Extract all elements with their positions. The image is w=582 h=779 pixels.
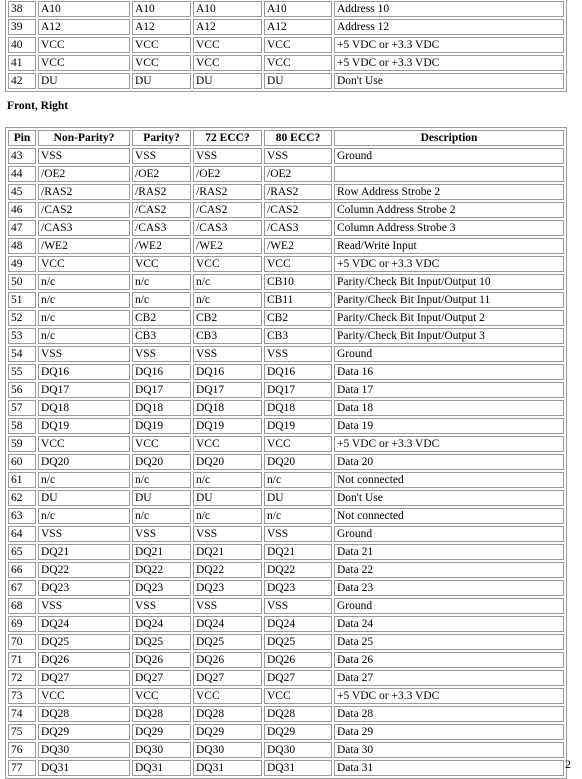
cell-80-ecc: DQ31 bbox=[264, 760, 332, 776]
cell-72-ecc: A12 bbox=[193, 19, 262, 35]
cell-parity: n/c bbox=[132, 508, 191, 524]
cell-72-ecc: /CAS3 bbox=[193, 220, 262, 236]
cell-pin: 64 bbox=[8, 526, 36, 542]
cell-non-parity: DQ20 bbox=[38, 454, 130, 470]
table-row bbox=[8, 490, 564, 506]
cell-description: Parity/Check Bit Input/Output 11 bbox=[334, 292, 564, 308]
cell-pin: 65 bbox=[8, 544, 36, 560]
cell-description: Data 19 bbox=[334, 418, 564, 434]
cell-72-ecc: A10 bbox=[193, 1, 262, 17]
cell-description: Not connected bbox=[334, 508, 564, 524]
cell-non-parity: DQ18 bbox=[38, 400, 130, 416]
cell-80-ecc: DQ25 bbox=[264, 634, 332, 650]
cell-non-parity: DQ25 bbox=[38, 634, 130, 650]
cell-description: Data 27 bbox=[334, 670, 564, 686]
cell-non-parity: A10 bbox=[38, 1, 130, 17]
table-row bbox=[8, 55, 564, 71]
cell-72-ecc: VCC bbox=[193, 256, 262, 272]
pin-table-front-right bbox=[5, 127, 567, 779]
cell-72-ecc: VCC bbox=[193, 55, 262, 71]
cell-pin: 38 bbox=[8, 1, 36, 17]
cell-72-ecc: n/c bbox=[193, 292, 262, 308]
cell-description: Data 26 bbox=[334, 652, 564, 668]
cell-non-parity: DQ17 bbox=[38, 382, 130, 398]
cell-pin: 63 bbox=[8, 508, 36, 524]
pin-table-front-right-body bbox=[8, 148, 564, 776]
pin-table-continued-body bbox=[8, 1, 564, 89]
cell-parity: VCC bbox=[132, 688, 191, 704]
cell-72-ecc: CB3 bbox=[193, 328, 262, 344]
cell-80-ecc: CB11 bbox=[264, 292, 332, 308]
cell-non-parity: VCC bbox=[38, 55, 130, 71]
cell-pin: 43 bbox=[8, 148, 36, 164]
cell-description: +5 VDC or +3.3 VDC bbox=[334, 256, 564, 272]
cell-parity: DQ24 bbox=[132, 616, 191, 632]
cell-80-ecc: /CAS2 bbox=[264, 202, 332, 218]
table-row bbox=[8, 634, 564, 650]
cell-72-ecc: DQ26 bbox=[193, 652, 262, 668]
cell-80-ecc: DQ18 bbox=[264, 400, 332, 416]
table-row bbox=[8, 73, 564, 89]
cell-80-ecc: A12 bbox=[264, 19, 332, 35]
cell-72-ecc: DU bbox=[193, 73, 262, 89]
table-row bbox=[8, 544, 564, 560]
cell-parity: n/c bbox=[132, 274, 191, 290]
cell-pin: 67 bbox=[8, 580, 36, 596]
cell-pin: 77 bbox=[8, 760, 36, 776]
cell-non-parity: DQ16 bbox=[38, 364, 130, 380]
cell-80-ecc: VCC bbox=[264, 55, 332, 71]
cell-80-ecc: VSS bbox=[264, 598, 332, 614]
cell-parity: DQ28 bbox=[132, 706, 191, 722]
cell-description: Don't Use bbox=[334, 73, 564, 89]
cell-description: +5 VDC or +3.3 VDC bbox=[334, 688, 564, 704]
cell-description: Data 22 bbox=[334, 562, 564, 578]
cell-72-ecc: VCC bbox=[193, 436, 262, 452]
cell-pin: 48 bbox=[8, 238, 36, 254]
cell-parity: DQ23 bbox=[132, 580, 191, 596]
table-row bbox=[8, 19, 564, 35]
cell-72-ecc: /OE2 bbox=[193, 166, 262, 182]
cell-80-ecc: DQ21 bbox=[264, 544, 332, 560]
cell-72-ecc: VSS bbox=[193, 598, 262, 614]
cell-description: Ground bbox=[334, 148, 564, 164]
cell-non-parity: /OE2 bbox=[38, 166, 130, 182]
cell-parity: DQ25 bbox=[132, 634, 191, 650]
cell-pin: 40 bbox=[8, 37, 36, 53]
cell-parity: VSS bbox=[132, 526, 191, 542]
header-description: Description bbox=[334, 130, 564, 146]
cell-72-ecc: /RAS2 bbox=[193, 184, 262, 200]
cell-pin: 46 bbox=[8, 202, 36, 218]
cell-description: Data 20 bbox=[334, 454, 564, 470]
cell-parity: DQ19 bbox=[132, 418, 191, 434]
cell-parity: VCC bbox=[132, 436, 191, 452]
cell-description: Data 30 bbox=[334, 742, 564, 758]
cell-pin: 51 bbox=[8, 292, 36, 308]
cell-parity: DQ26 bbox=[132, 652, 191, 668]
cell-80-ecc: DQ24 bbox=[264, 616, 332, 632]
cell-pin: 41 bbox=[8, 55, 36, 71]
header-72-ecc: 72 ECC? bbox=[193, 130, 262, 146]
cell-parity: DU bbox=[132, 490, 191, 506]
cell-description: Address 12 bbox=[334, 19, 564, 35]
cell-72-ecc: DQ22 bbox=[193, 562, 262, 578]
cell-parity: DQ22 bbox=[132, 562, 191, 578]
cell-80-ecc: A10 bbox=[264, 1, 332, 17]
cell-pin: 71 bbox=[8, 652, 36, 668]
cell-72-ecc: /CAS2 bbox=[193, 202, 262, 218]
cell-72-ecc: VSS bbox=[193, 346, 262, 362]
cell-description: Read/Write Input bbox=[334, 238, 564, 254]
table-row bbox=[8, 310, 564, 326]
cell-parity: VSS bbox=[132, 598, 191, 614]
cell-pin: 60 bbox=[8, 454, 36, 470]
header-non-parity: Non-Parity? bbox=[38, 130, 130, 146]
cell-80-ecc: VCC bbox=[264, 688, 332, 704]
cell-72-ecc: VCC bbox=[193, 688, 262, 704]
table-row bbox=[8, 760, 564, 776]
cell-non-parity: n/c bbox=[38, 472, 130, 488]
cell-pin: 73 bbox=[8, 688, 36, 704]
cell-description: +5 VDC or +3.3 VDC bbox=[334, 55, 564, 71]
cell-non-parity: DQ30 bbox=[38, 742, 130, 758]
cell-pin: 56 bbox=[8, 382, 36, 398]
cell-80-ecc: /OE2 bbox=[264, 166, 332, 182]
cell-parity: VCC bbox=[132, 256, 191, 272]
cell-description: Data 16 bbox=[334, 364, 564, 380]
cell-non-parity: VCC bbox=[38, 436, 130, 452]
cell-80-ecc: VSS bbox=[264, 346, 332, 362]
cell-non-parity: DQ26 bbox=[38, 652, 130, 668]
cell-72-ecc: VSS bbox=[193, 526, 262, 542]
cell-description: Ground bbox=[334, 526, 564, 542]
cell-non-parity: VCC bbox=[38, 688, 130, 704]
cell-80-ecc: DQ20 bbox=[264, 454, 332, 470]
cell-description: Ground bbox=[334, 598, 564, 614]
cell-parity: DQ16 bbox=[132, 364, 191, 380]
cell-non-parity: VSS bbox=[38, 526, 130, 542]
table-row bbox=[8, 292, 564, 308]
cell-80-ecc: CB2 bbox=[264, 310, 332, 326]
cell-description: Data 31 bbox=[334, 760, 564, 776]
cell-pin: 52 bbox=[8, 310, 36, 326]
table-row bbox=[8, 580, 564, 596]
cell-non-parity: DU bbox=[38, 73, 130, 89]
cell-description: Data 29 bbox=[334, 724, 564, 740]
cell-72-ecc: DQ16 bbox=[193, 364, 262, 380]
cell-non-parity: n/c bbox=[38, 328, 130, 344]
cell-parity: DQ21 bbox=[132, 544, 191, 560]
cell-parity: DQ27 bbox=[132, 670, 191, 686]
table-row bbox=[8, 598, 564, 614]
header-pin: Pin bbox=[8, 130, 36, 146]
table-row bbox=[8, 400, 564, 416]
table-row bbox=[8, 706, 564, 722]
cell-pin: 42 bbox=[8, 73, 36, 89]
cell-description: Address 10 bbox=[334, 1, 564, 17]
table-row bbox=[8, 202, 564, 218]
cell-pin: 62 bbox=[8, 490, 36, 506]
cell-parity: /OE2 bbox=[132, 166, 191, 182]
cell-80-ecc: VCC bbox=[264, 256, 332, 272]
table-row bbox=[8, 742, 564, 758]
cell-pin: 58 bbox=[8, 418, 36, 434]
table-row bbox=[8, 670, 564, 686]
cell-pin: 44 bbox=[8, 166, 36, 182]
cell-80-ecc: DQ26 bbox=[264, 652, 332, 668]
cell-pin: 45 bbox=[8, 184, 36, 200]
cell-non-parity: VSS bbox=[38, 148, 130, 164]
cell-80-ecc: /WE2 bbox=[264, 238, 332, 254]
table-row bbox=[8, 454, 564, 470]
page-number: 2 bbox=[565, 757, 571, 771]
cell-non-parity: VCC bbox=[38, 37, 130, 53]
cell-parity: A10 bbox=[132, 1, 191, 17]
cell-72-ecc: DQ27 bbox=[193, 670, 262, 686]
cell-80-ecc: VSS bbox=[264, 148, 332, 164]
cell-72-ecc: VCC bbox=[193, 37, 262, 53]
cell-non-parity: n/c bbox=[38, 274, 130, 290]
pin-table-continued bbox=[5, 0, 567, 92]
cell-parity: /CAS2 bbox=[132, 202, 191, 218]
cell-pin: 55 bbox=[8, 364, 36, 380]
cell-pin: 72 bbox=[8, 670, 36, 686]
cell-80-ecc: VCC bbox=[264, 436, 332, 452]
cell-72-ecc: DQ25 bbox=[193, 634, 262, 650]
table-row bbox=[8, 1, 564, 17]
cell-parity: VCC bbox=[132, 37, 191, 53]
cell-80-ecc: VSS bbox=[264, 526, 332, 542]
cell-description: Column Address Strobe 2 bbox=[334, 202, 564, 218]
table-row bbox=[8, 364, 564, 380]
cell-parity: DQ17 bbox=[132, 382, 191, 398]
table-row bbox=[8, 382, 564, 398]
cell-non-parity: VSS bbox=[38, 346, 130, 362]
cell-80-ecc: /CAS3 bbox=[264, 220, 332, 236]
cell-non-parity: /RAS2 bbox=[38, 184, 130, 200]
cell-72-ecc: DU bbox=[193, 490, 262, 506]
cell-pin: 53 bbox=[8, 328, 36, 344]
cell-non-parity: DQ29 bbox=[38, 724, 130, 740]
cell-description: Not connected bbox=[334, 472, 564, 488]
cell-parity: A12 bbox=[132, 19, 191, 35]
cell-non-parity: DQ28 bbox=[38, 706, 130, 722]
cell-description: Data 24 bbox=[334, 616, 564, 632]
cell-non-parity: DQ27 bbox=[38, 670, 130, 686]
cell-non-parity: DU bbox=[38, 490, 130, 506]
cell-parity: /CAS3 bbox=[132, 220, 191, 236]
cell-description: Parity/Check Bit Input/Output 2 bbox=[334, 310, 564, 326]
cell-pin: 54 bbox=[8, 346, 36, 362]
cell-72-ecc: DQ21 bbox=[193, 544, 262, 560]
cell-pin: 70 bbox=[8, 634, 36, 650]
cell-description: Parity/Check Bit Input/Output 3 bbox=[334, 328, 564, 344]
cell-pin: 47 bbox=[8, 220, 36, 236]
cell-description: +5 VDC or +3.3 VDC bbox=[334, 37, 564, 53]
cell-80-ecc: DQ22 bbox=[264, 562, 332, 578]
cell-80-ecc: n/c bbox=[264, 472, 332, 488]
table-row bbox=[8, 688, 564, 704]
cell-pin: 66 bbox=[8, 562, 36, 578]
table-row bbox=[8, 724, 564, 740]
table-row bbox=[8, 436, 564, 452]
table-row bbox=[8, 184, 564, 200]
table-row bbox=[8, 346, 564, 362]
table-row bbox=[8, 166, 564, 182]
cell-description: Data 28 bbox=[334, 706, 564, 722]
cell-80-ecc: DQ27 bbox=[264, 670, 332, 686]
table-row bbox=[8, 652, 564, 668]
cell-80-ecc: DU bbox=[264, 73, 332, 89]
cell-description: Data 18 bbox=[334, 400, 564, 416]
cell-72-ecc: DQ31 bbox=[193, 760, 262, 776]
cell-description: Parity/Check Bit Input/Output 10 bbox=[334, 274, 564, 290]
table-row bbox=[8, 526, 564, 542]
cell-72-ecc: VSS bbox=[193, 148, 262, 164]
cell-80-ecc: /RAS2 bbox=[264, 184, 332, 200]
cell-80-ecc: DQ30 bbox=[264, 742, 332, 758]
table-row bbox=[8, 238, 564, 254]
cell-parity: VSS bbox=[132, 148, 191, 164]
cell-non-parity: DQ19 bbox=[38, 418, 130, 434]
cell-72-ecc: DQ28 bbox=[193, 706, 262, 722]
cell-pin: 50 bbox=[8, 274, 36, 290]
cell-pin: 76 bbox=[8, 742, 36, 758]
cell-parity: CB3 bbox=[132, 328, 191, 344]
header-80-ecc: 80 ECC? bbox=[264, 130, 332, 146]
cell-parity: n/c bbox=[132, 472, 191, 488]
table-row bbox=[8, 148, 564, 164]
cell-description bbox=[334, 166, 564, 182]
table-row bbox=[8, 508, 564, 524]
cell-pin: 74 bbox=[8, 706, 36, 722]
section-heading: Front, Right bbox=[7, 100, 69, 112]
cell-72-ecc: DQ18 bbox=[193, 400, 262, 416]
cell-pin: 59 bbox=[8, 436, 36, 452]
cell-80-ecc: DQ23 bbox=[264, 580, 332, 596]
cell-description: +5 VDC or +3.3 VDC bbox=[334, 436, 564, 452]
cell-parity: DQ31 bbox=[132, 760, 191, 776]
cell-80-ecc: DU bbox=[264, 490, 332, 506]
cell-non-parity: /CAS2 bbox=[38, 202, 130, 218]
cell-72-ecc: n/c bbox=[193, 472, 262, 488]
cell-non-parity: DQ31 bbox=[38, 760, 130, 776]
cell-non-parity: n/c bbox=[38, 310, 130, 326]
table-row bbox=[8, 472, 564, 488]
cell-description: Row Address Strobe 2 bbox=[334, 184, 564, 200]
cell-72-ecc: DQ23 bbox=[193, 580, 262, 596]
cell-72-ecc: DQ29 bbox=[193, 724, 262, 740]
cell-72-ecc: DQ20 bbox=[193, 454, 262, 470]
table-header-row bbox=[8, 130, 564, 146]
table-row bbox=[8, 220, 564, 236]
cell-non-parity: VCC bbox=[38, 256, 130, 272]
cell-non-parity: DQ21 bbox=[38, 544, 130, 560]
cell-80-ecc: VCC bbox=[264, 37, 332, 53]
cell-parity: /RAS2 bbox=[132, 184, 191, 200]
cell-description: Column Address Strobe 3 bbox=[334, 220, 564, 236]
cell-parity: CB2 bbox=[132, 310, 191, 326]
cell-pin: 39 bbox=[8, 19, 36, 35]
cell-80-ecc: DQ19 bbox=[264, 418, 332, 434]
cell-pin: 57 bbox=[8, 400, 36, 416]
cell-pin: 75 bbox=[8, 724, 36, 740]
cell-non-parity: n/c bbox=[38, 508, 130, 524]
cell-72-ecc: DQ30 bbox=[193, 742, 262, 758]
cell-description: Data 23 bbox=[334, 580, 564, 596]
cell-72-ecc: DQ17 bbox=[193, 382, 262, 398]
cell-non-parity: DQ23 bbox=[38, 580, 130, 596]
cell-description: Data 21 bbox=[334, 544, 564, 560]
cell-80-ecc: CB3 bbox=[264, 328, 332, 344]
cell-non-parity: DQ22 bbox=[38, 562, 130, 578]
cell-80-ecc: n/c bbox=[264, 508, 332, 524]
table-row bbox=[8, 274, 564, 290]
cell-80-ecc: DQ16 bbox=[264, 364, 332, 380]
cell-72-ecc: DQ24 bbox=[193, 616, 262, 632]
cell-72-ecc: n/c bbox=[193, 508, 262, 524]
header-parity: Parity? bbox=[132, 130, 191, 146]
cell-non-parity: n/c bbox=[38, 292, 130, 308]
table-row bbox=[8, 37, 564, 53]
cell-72-ecc: n/c bbox=[193, 274, 262, 290]
cell-80-ecc: DQ17 bbox=[264, 382, 332, 398]
cell-non-parity: /WE2 bbox=[38, 238, 130, 254]
table-row bbox=[8, 328, 564, 344]
cell-pin: 49 bbox=[8, 256, 36, 272]
cell-pin: 69 bbox=[8, 616, 36, 632]
cell-72-ecc: CB2 bbox=[193, 310, 262, 326]
table-row bbox=[8, 616, 564, 632]
cell-description: Ground bbox=[334, 346, 564, 362]
cell-description: Data 25 bbox=[334, 634, 564, 650]
cell-parity: DQ30 bbox=[132, 742, 191, 758]
cell-72-ecc: DQ19 bbox=[193, 418, 262, 434]
table-row bbox=[8, 562, 564, 578]
cell-description: Data 17 bbox=[334, 382, 564, 398]
cell-parity: /WE2 bbox=[132, 238, 191, 254]
cell-80-ecc: DQ28 bbox=[264, 706, 332, 722]
cell-non-parity: DQ24 bbox=[38, 616, 130, 632]
cell-pin: 61 bbox=[8, 472, 36, 488]
cell-non-parity: /CAS3 bbox=[38, 220, 130, 236]
cell-pin: 68 bbox=[8, 598, 36, 614]
cell-parity: DQ29 bbox=[132, 724, 191, 740]
cell-80-ecc: CB10 bbox=[264, 274, 332, 290]
cell-non-parity: A12 bbox=[38, 19, 130, 35]
cell-parity: DQ20 bbox=[132, 454, 191, 470]
cell-80-ecc: DQ29 bbox=[264, 724, 332, 740]
table-row bbox=[8, 418, 564, 434]
cell-parity: VCC bbox=[132, 55, 191, 71]
cell-parity: DQ18 bbox=[132, 400, 191, 416]
cell-parity: DU bbox=[132, 73, 191, 89]
table-row bbox=[8, 256, 564, 272]
cell-72-ecc: /WE2 bbox=[193, 238, 262, 254]
cell-parity: VSS bbox=[132, 346, 191, 362]
cell-non-parity: VSS bbox=[38, 598, 130, 614]
cell-parity: n/c bbox=[132, 292, 191, 308]
cell-description: Don't Use bbox=[334, 490, 564, 506]
